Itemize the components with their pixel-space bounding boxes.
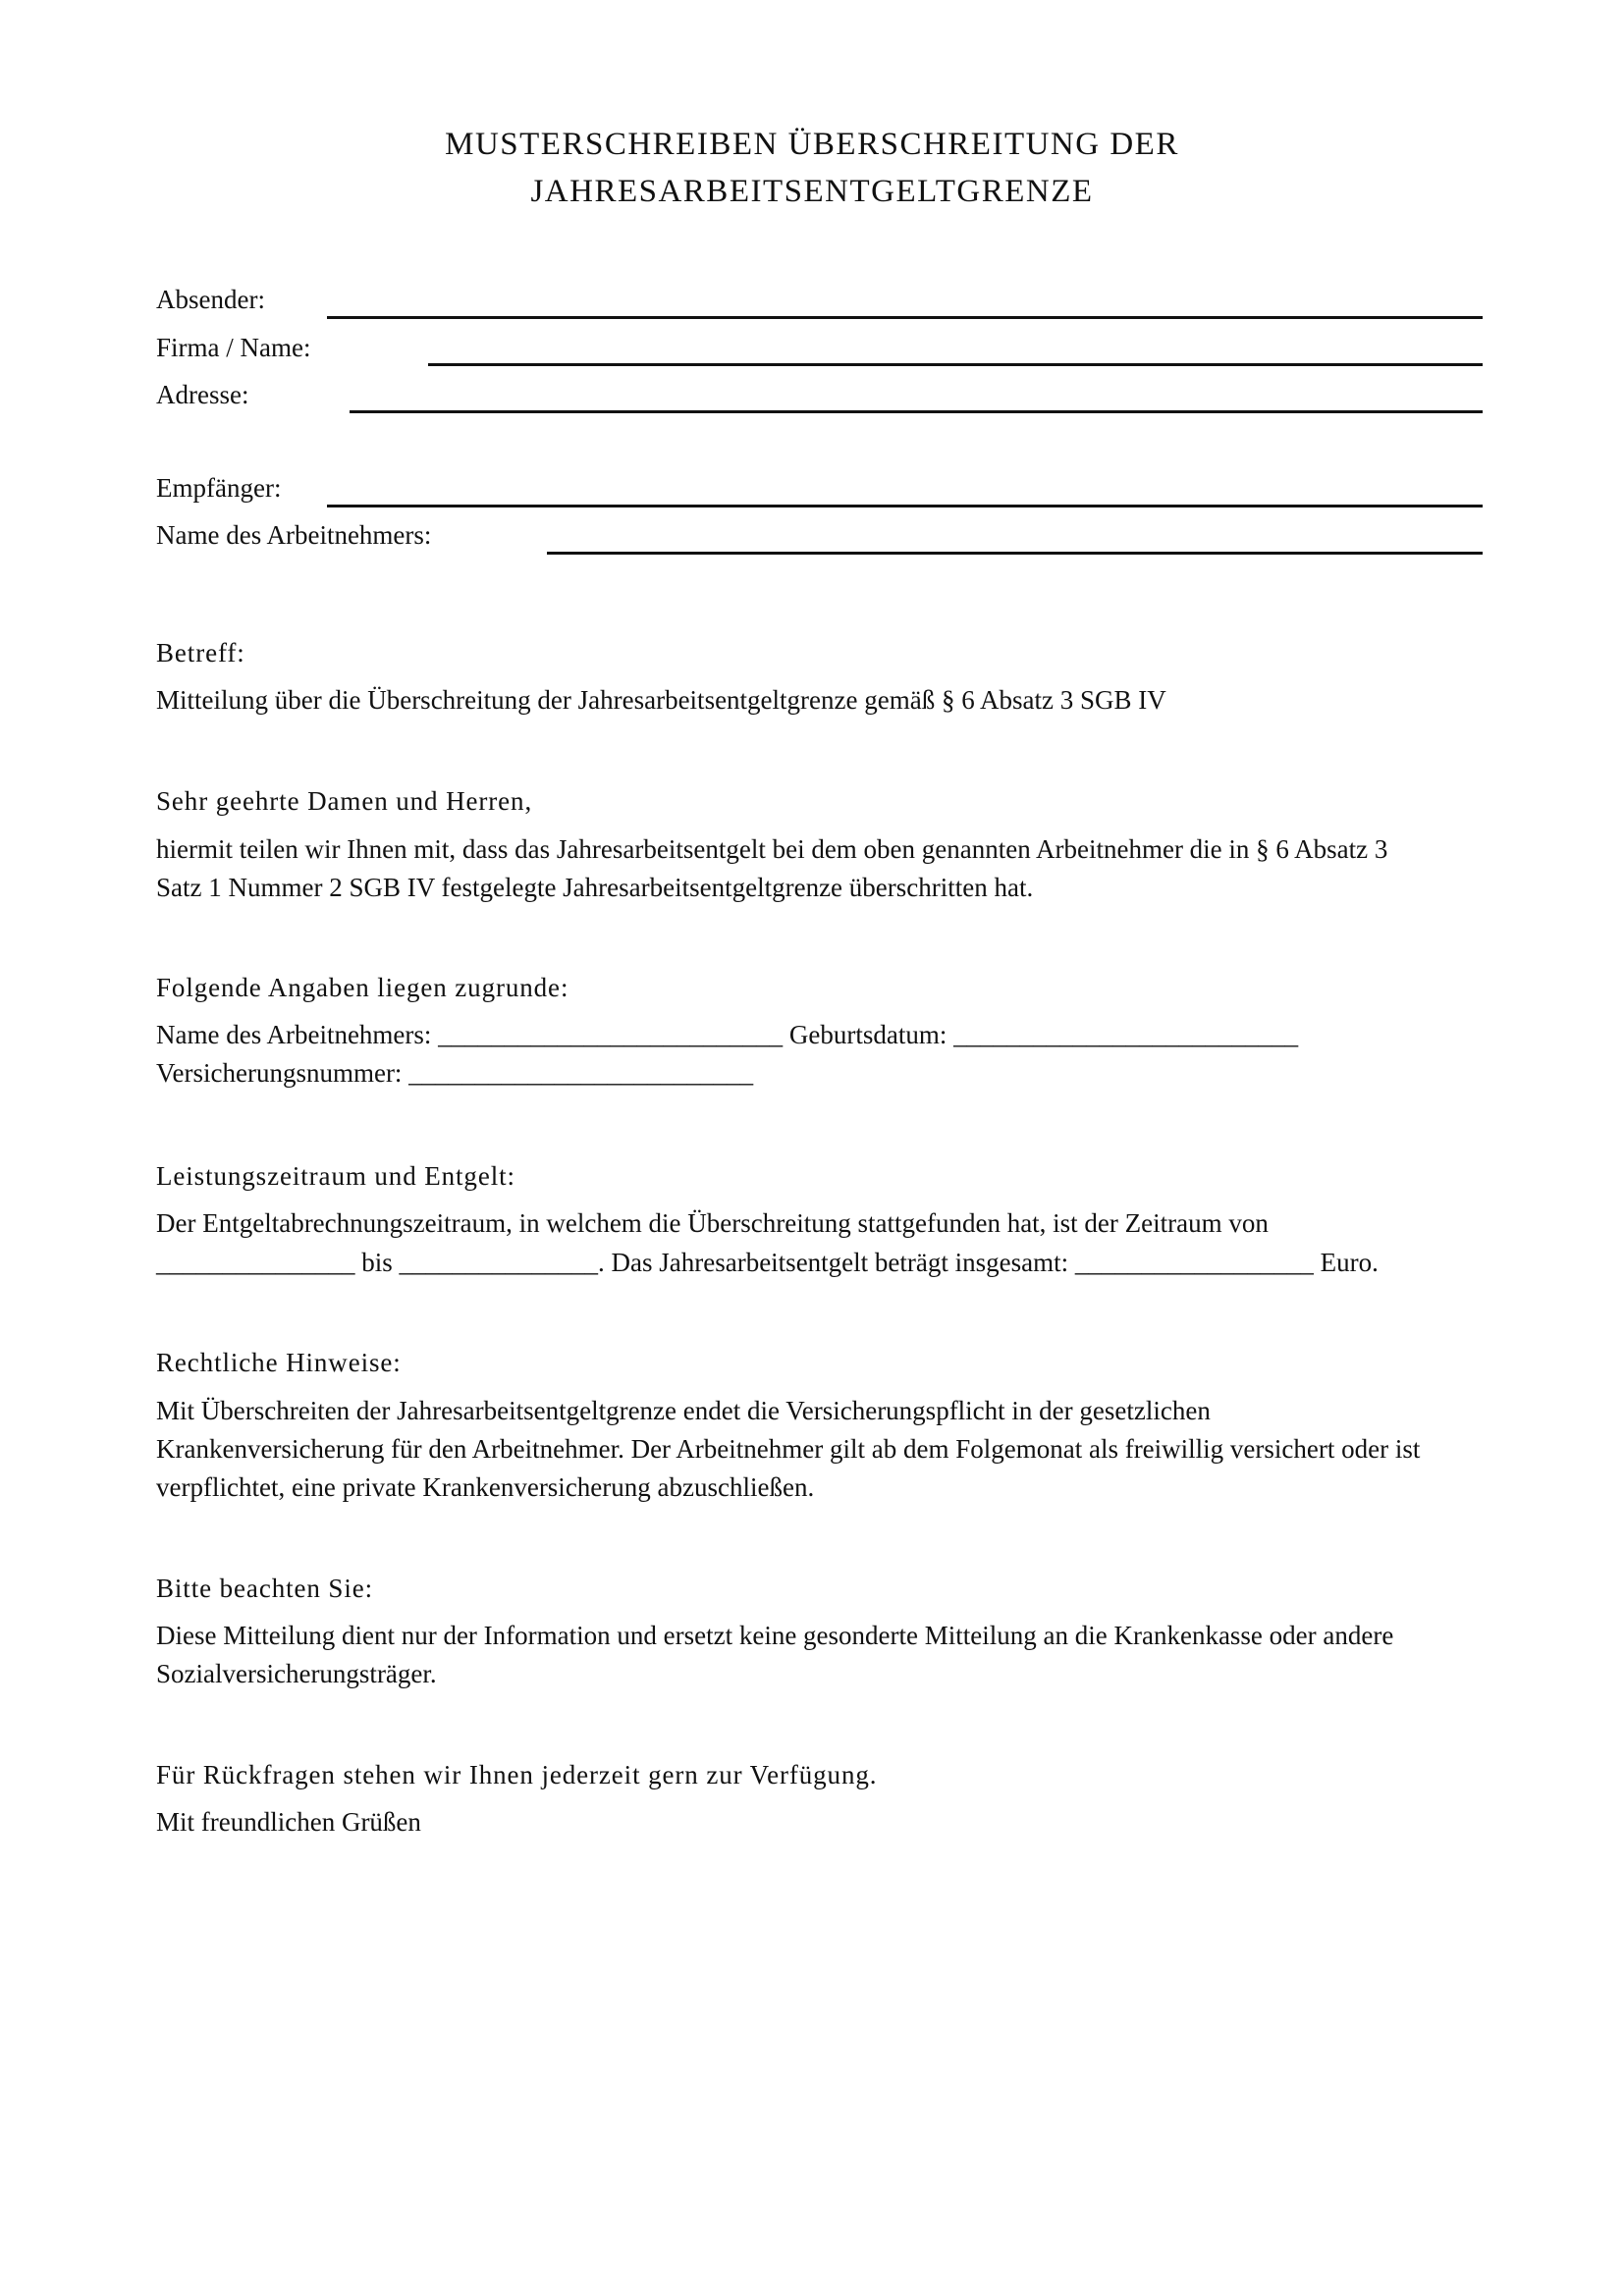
adresse-field-line (350, 410, 1483, 413)
betreff-heading: Betreff: (156, 638, 245, 667)
empfaenger-label: Empfänger: (156, 473, 282, 503)
leistung-heading: Leistungszeitraum und Entgelt: (156, 1161, 515, 1191)
hinweise-line-2: Krankenversicherung für den Arbeitnehmer. Der Arbeitnehmer gilt ab dem Folgemonat als freiwillig versichert oder ist (156, 1434, 1421, 1464)
hinweise-heading: Rechtliche Hinweise: (156, 1348, 402, 1377)
beachten-line-1: Diese Mitteilung dient nur der Information und ersetzt keine gesonderte Mitteilung an die Krankenkasse oder andere (156, 1621, 1394, 1650)
intro-line-1: hiermit teilen wir Ihnen mit, dass das Jahresarbeitsentgelt bei dem oben genannten Arbeitnehmer die in § 6 Absatz 3 (156, 834, 1388, 864)
firma-label: Firma / Name: (156, 333, 311, 362)
hinweise-line-3: verpflichtet, eine private Krankenversicherung abzuschließen. (156, 1472, 815, 1502)
rueckfragen-text: Für Rückfragen stehen wir Ihnen jederzeit gern zur Verfügung. (156, 1760, 878, 1789)
empfaenger-field-line (327, 505, 1483, 507)
greeting: Sehr geehrte Damen und Herren, (156, 786, 533, 816)
closing-greeting: Mit freundlichen Grüßen (156, 1807, 421, 1837)
betreff-text: Mitteilung über die Überschreitung der Jahresarbeitsentgeltgrenze gemäß § 6 Absatz 3 SGB IV (156, 685, 1166, 715)
leistung-line-2: _______________ bis _______________. Das Jahresarbeitsentgelt beträgt insgesamt: __________________ Euro. (156, 1248, 1379, 1277)
intro-line-2: Satz 1 Nummer 2 SGB IV festgelegte Jahresarbeitsentgeltgrenze überschritten hat. (156, 873, 1034, 902)
hinweise-line-1: Mit Überschreiten der Jahresarbeitsentgeltgrenze endet die Versicherungspflicht in der gesetzlichen (156, 1396, 1211, 1425)
firma-field-line (428, 363, 1483, 366)
document-title-line-1: MUSTERSCHREIBEN ÜBERSCHREITUNG DER (445, 127, 1179, 162)
beachten-heading: Bitte beachten Sie: (156, 1574, 374, 1603)
angaben-heading: Folgende Angaben liegen zugrunde: (156, 973, 569, 1002)
angaben-line-1: Name des Arbeitnehmers: __________________________ Geburtsdatum: __________________________ (156, 1020, 1299, 1049)
arbeitnehmer-label: Name des Arbeitnehmers: (156, 520, 432, 550)
document-title-line-2: JAHRESARBEITSENTGELTGRENZE (530, 174, 1094, 209)
arbeitnehmer-field-line (547, 552, 1483, 555)
absender-field-line (327, 316, 1483, 319)
beachten-line-2: Sozialversicherungsträger. (156, 1659, 437, 1688)
angaben-line-2: Versicherungsnummer: __________________________ (156, 1058, 754, 1088)
leistung-line-1: Der Entgeltabrechnungszeitraum, in welchem die Überschreitung stattgefunden hat, ist der Zeitraum von (156, 1208, 1269, 1238)
adresse-label: Adresse: (156, 380, 249, 409)
absender-label: Absender: (156, 285, 265, 314)
